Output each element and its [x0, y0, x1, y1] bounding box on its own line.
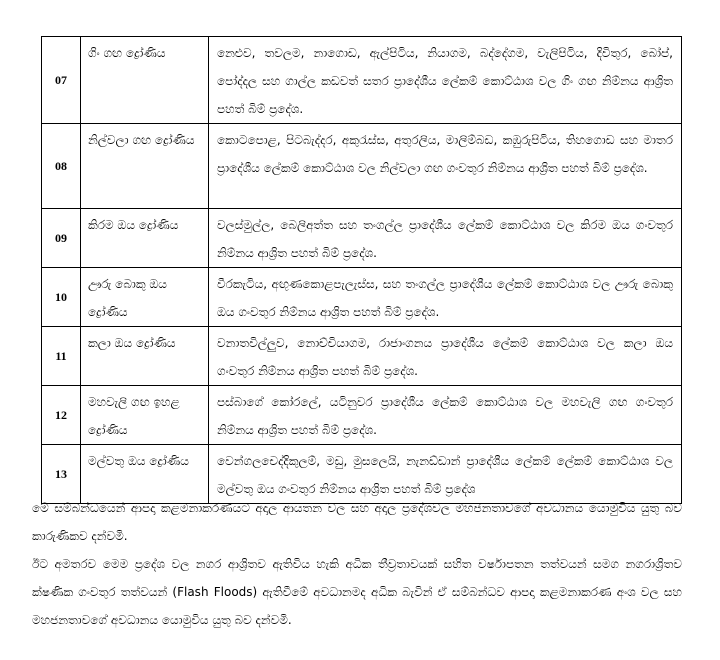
table-row — [42, 37, 682, 124]
basin-name: මහවැලි ගඟ ඉහළ ද්‍රෝණිය — [81, 386, 209, 445]
table-row — [42, 209, 682, 268]
row-number: 10 — [42, 268, 81, 327]
basin-description: නෙළුව, තවලම, නාගොඩ, ඇල්පිටිය, නියාගම, බද්දේගම, වැලිපිටිය, දිවිතුර, බෝප්, පෝද්දල සහ ගාල්ල කඩවත් සතර ප්‍රාදේශීය ලේකම් කොට්ඨාශ වල ගිං ගඟ නිම්නය ආශ්‍රිත පහත් බිම් ප්‍රදේශ. — [209, 37, 682, 124]
basin-name: කලා ඔය ද්‍රෝණිය — [81, 327, 209, 386]
row-number: 09 — [42, 209, 81, 268]
basin-description: කොටපොළ, පිටබැද්දර, අකුරැස්ස, අතුරලිය, මාලිම්බඩ, කඹුරුපිටිය, තිහගොඩ සහ මාතර ප්‍රාදේශීය ලේකම් කොට්ඨාශ වල නිල්වලා ගඟ ගංවතුර නිම්නය ආශ්‍රිත පහත් බිම් ප්‍රදේශ. — [209, 124, 682, 209]
basin-name: මල්වතු ඔය ද්‍රෝණිය — [81, 445, 209, 504]
row-number: 11 — [42, 327, 81, 386]
basin-name: කිරම ඔය ද්‍රෝණිය — [81, 209, 209, 268]
basin-name: ඌරු බොකු ඔය ද්‍රෝණිය — [81, 268, 209, 327]
notes-section — [32, 494, 682, 634]
row-number: 12 — [42, 386, 81, 445]
basin-description: පස්බාගේ කෝරලේ, යටිනුවර ප්‍රාදේශීය ලේකම් කොට්ඨාශ වල මහවැලි ගඟ ගංවතුර නිම්නය ආශ්‍රිත පහත් බිම් ප්‍රදේශ. — [209, 386, 682, 445]
basin-description: වීරකැටිය, අඟුණකොළපැලැස්ස, සහ තංගල්ල ප්‍රාදේශීය ලේකම් කොට්ඨාශ වල ඌරු බොකු ඔය ගංවතුර නිම්නය ආශ්‍රිත පහත් බිම් ප්‍රදේශ. — [209, 268, 682, 327]
table-row — [42, 268, 682, 327]
basin-description: වලස්මුල්ල, බෙලිඅත්ත සහ තංගල්ල ප්‍රාදේශීය ලේකම් කොට්ඨාශ වල කිරම ඔය ගංවතුර නිම්නය ආශ්‍රිත පහත් බිම් ප්‍රදේශ. — [209, 209, 682, 268]
basin-description: වනාතවිල්ලුව, නොච්චියාගම, රාජාංගනය ප්‍රාදේශීය ලේකම් කොට්ඨාශ වල කලා ඔය ගංවතුර නිම්නය ආශ්‍රිත පහත් බිම් ප්‍රදේශ. — [209, 327, 682, 386]
table-row — [42, 386, 682, 445]
basin-name: නිල්වලා ගඟ ද්‍රෝණිය — [81, 124, 209, 209]
table-row — [42, 124, 682, 209]
notice-paragraph: මේ සම්බන්ධයෙන් ආපදා කළමනාකරණයට අදාල ආයතන වල සහ අදාල ප්‍රදේශවල මහජනතාවගේ අවධානය යොමුවිය යුතු බව කාරුණිකව දන්වමි. — [32, 501, 682, 543]
row-number: 08 — [42, 124, 81, 209]
flash-flood-paragraph: ඊට අමතරව මෙම ප්‍රදේශ වල නගර ආශ්‍රිතව ඇතිවිය හැකි අධික තීව්‍රතාවයක් සහිත වර්ෂාපතන තත්වයන් සමග නගරාශ්‍රිතව ක්ෂණික ගංවතුර තත්වයන් (Flash Floods) ඇතිවීමේ අවධානමද අධික බැවින් ඒ සම්බන්ධව ආපදා කළමනාකරණ අංශ වල සහ මහජනතාවගේ අවධානය යොමුවිය යුතු බව දන්වමි. — [32, 557, 682, 627]
basin-description: වෙන්ගලචෙද්දිකුලම්, මඩු, මුසලෙයි, නැනඩ්ඩාන් ප්‍රාදේශීය ලේකම් ලේකම් කොට්ඨාශ වල මල්වතු ඔය ගංවතුර නිම්නය ආශ්‍රිත පහත් බිම් ප්‍රදේශ — [209, 445, 682, 504]
basin-name: ගිං ගඟ ද්‍රෝණිය — [81, 37, 209, 124]
row-number: 07 — [42, 37, 81, 124]
row-number: 13 — [42, 445, 81, 504]
table-row — [42, 327, 682, 386]
flood-zones-table — [41, 36, 682, 504]
